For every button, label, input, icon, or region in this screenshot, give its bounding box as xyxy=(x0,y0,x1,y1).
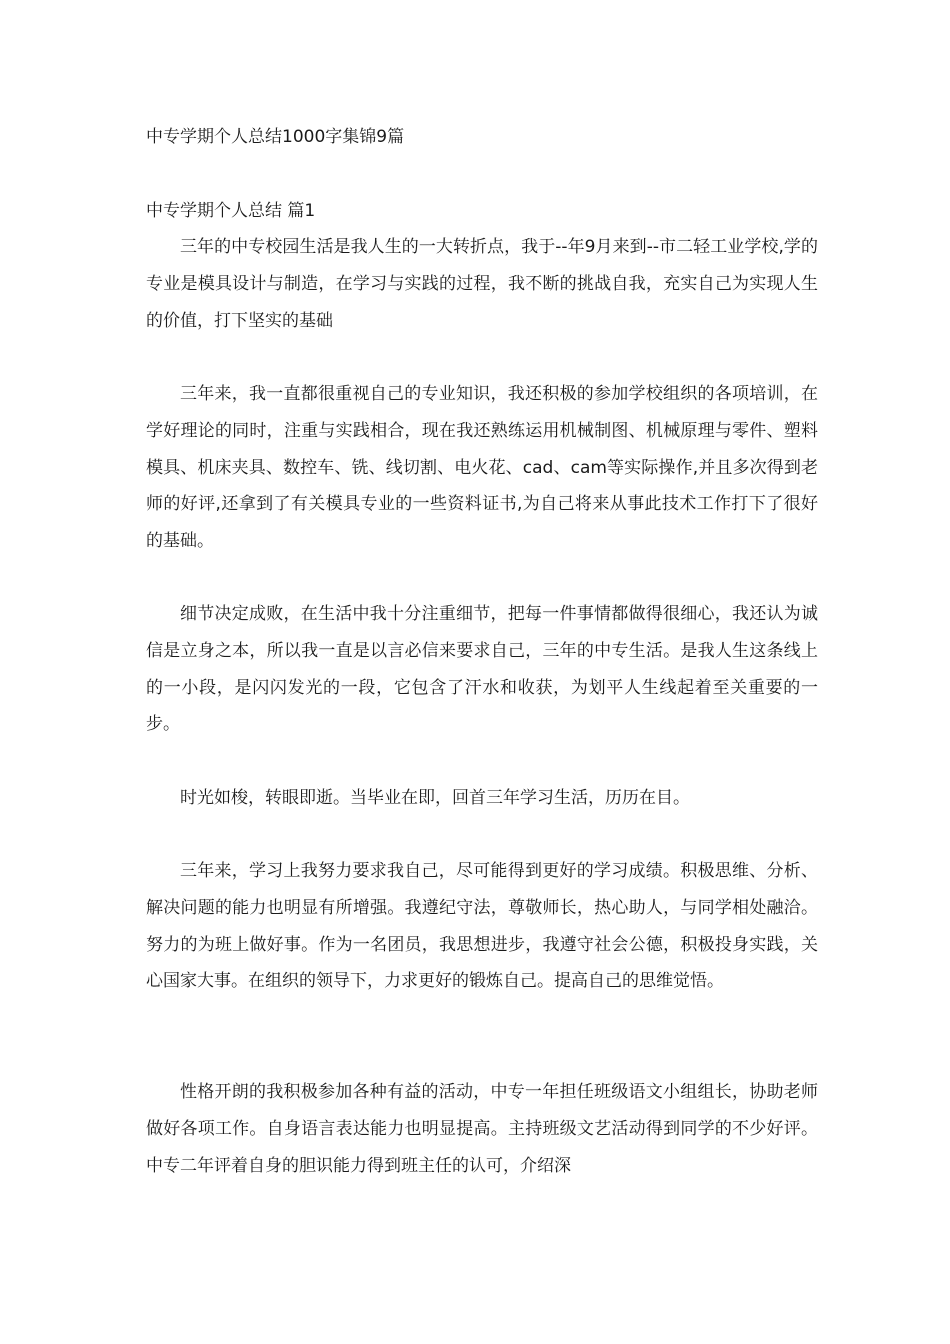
paragraph: 三年来，我一直都很重视自己的专业知识，我还积极的参加学校组织的各项培训，在学好理论的同时，注重与实践相合，现在我还熟练运用机械制图、机械原理与零件、塑料模具、机床夹具、数控车、铣、线切割、电火花、cad、cam等实际操作,并且多次得到老师的好评,还拿到了有关模具专业的一些资料证书,为自己将来从事此技术工作打下了很好的基础。 xyxy=(146,384,818,552)
paragraph: 细节决定成败，在生活中我十分注重细节，把每一件事情都做得很细心，我还认为诚信是立身之本，所以我一直是以言必信来要求自己，三年的中专生活。是我人生这条线上的一小段，是闪闪发光的一段，它包含了汗水和收获，为划平人生线起着至关重要的一步。 xyxy=(146,604,818,735)
section-heading: 中专学期个人总结 篇1 xyxy=(146,201,316,221)
paragraph: 三年的中专校园生活是我人生的一大转折点，我于--年9月来到--市二轻工业学校,学的专业是模具设计与制造，在学习与实践的过程，我不断的挑战自我，充实自己为实现人生的价值，打下坚实的基础 xyxy=(146,237,818,331)
document-title: 中专学期个人总结1000字集锦9篇 xyxy=(146,127,405,147)
paragraph: 性格开朗的我积极参加各种有益的活动，中专一年担任班级语文小组组长，协助老师做好各项工作。自身语言表达能力也明显提高。主持班级文艺活动得到同学的不少好评。中专二年评着自身的胆识能力得到班主任的认可，介绍深 xyxy=(146,1082,818,1176)
paragraph: 三年来，学习上我努力要求我自己，尽可能得到更好的学习成绩。积极思维、分析、解决问题的能力也明显有所增强。我遵纪守法，尊敬师长，热心助人，与同学相处融洽。努力的为班上做好事。作为一名团员，我思想进步，我遵守社会公德，积极投身实践，关心国家大事。在组织的领导下，力求更好的锻炼自己。提高自己的思维觉悟。 xyxy=(146,861,818,992)
paragraph: 时光如梭，转眼即逝。当毕业在即，回首三年学习生活，历历在目。 xyxy=(180,788,690,808)
